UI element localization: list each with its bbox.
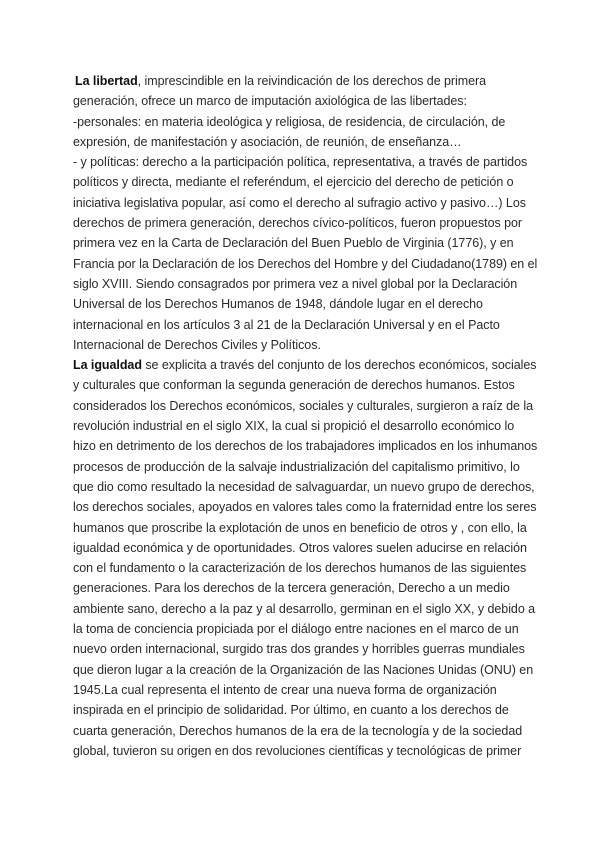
paragraph-1-line-6: políticos y directa, mediante el referéndum, el ejercicio del derecho de petición o (73, 175, 514, 190)
paragraph-2-line-18: inspirada en el principio de solidaridad. Por último, en cuanto a los derechos de (73, 703, 509, 718)
paragraph-2-line-20: global, tuvieron su origen en dos revoluciones científicas y tecnológicas de primer (73, 743, 522, 758)
paragraph-2-line-10: igualdad económica y de oportunidades. Otros valores suelen aducirse en relación (73, 540, 527, 555)
paragraph-2-line-13: ambiente sano, derecho a la paz y al desarrollo, germinan en el siglo XX, y debido a (73, 601, 536, 616)
paragraph-text: , imprescindible en la reivindicación de los derechos de primera (137, 74, 487, 88)
paragraph-2-line-1 (73, 355, 537, 375)
paragraph-2-line-7: que dio como resultado la necesidad de salvaguardar, un nuevo grupo de derechos, (73, 479, 535, 494)
paragraph-1-line-2: generación, ofrece un marco de imputación axiológica de las libertades: (73, 94, 467, 109)
paragraph-1-line-14: Internacional de Derechos Civiles y Políticos. (73, 337, 321, 352)
paragraph-2-line-14: la toma de conciencia propiciada por el diálogo entre naciones en el marco de un (73, 622, 519, 637)
paragraph-1-line-13: internacional en los artículos 3 al 21 de la Declaración Universal y en el Pacto (73, 317, 500, 332)
heading-la-libertad: La libertad (75, 74, 138, 88)
paragraph-1-line-8: derechos de primera generación, derechos cívico-políticos, fueron propuestos por (73, 216, 523, 231)
paragraph-2-line-5: hizo en detrimento de los derechos de los trabajadores implicados en los inhumanos (73, 439, 538, 454)
paragraph-2-line-17: 1945.La cual representa el intento de crear una nueva forma de organización (73, 682, 497, 697)
paragraph-2-line-4: revolución industrial en el siglo XIX, la cual si propició el desarrollo económico lo (73, 419, 515, 434)
paragraph-2-line-3: considerados los Derechos económicos, sociales y culturales, surgieron a raíz de la (73, 398, 533, 413)
paragraph-2-line-11: con el fundamento o la caracterización de los derechos humanos de las siguientes (73, 561, 527, 576)
paragraph-text: se explicita a través del conjunto de los derechos económicos, sociales (141, 358, 537, 373)
paragraph-1-line-1 (73, 71, 531, 91)
paragraph-1-line-9: primera vez en la Carta de Declaración del Buen Pueblo de Virginia (1776), y en (73, 236, 514, 251)
paragraph-2-line-2: y culturales que conforman la segunda generación de derechos humanos. Estos (73, 378, 515, 393)
paragraph-2-line-15: nuevo orden internacional, surgido tras dos grandes y horribles guerras mundiales (73, 642, 525, 657)
paragraph-1-line-4: expresión, de manifestación y asociación, de reunión, de enseñanza… (73, 134, 462, 149)
paragraph-1-line-7: iniciativa legislativa popular, así como el derecho al sufragio activo y pasivo…) Los (73, 195, 526, 210)
paragraph-2-line-16: que dieron lugar a la creación de la Organización de las Naciones Unidas (ONU) en (73, 662, 534, 677)
paragraph-1-line-11: siglo XVIII. Siendo consagrados por primera vez a nivel global por la Declaración (73, 276, 518, 291)
paragraph-1-line-3: -personales: en materia ideológica y religiosa, de residencia, de circulación, de (73, 114, 506, 129)
paragraph-2-line-8: los derechos sociales, apoyados en valores tales como la fraternidad entre los seres (73, 500, 537, 515)
paragraph-1-line-10: Francia por la Declaración de los Derechos del Hombre y del Ciudadano(1789) en el (73, 256, 538, 271)
paragraph-1-line-12: Universal de los Derechos Humanos de 1948, dándole lugar en el derecho (73, 297, 483, 312)
paragraph-1-line-5: - y políticas: derecho a la participación política, representativa, a través de partidos (73, 155, 528, 170)
paragraph-2-line-12: generaciones. Para los derechos de la tercera generación, Derecho a un medio (73, 581, 510, 596)
paragraph-2-line-19: cuarta generación, Derechos humanos de la era de la tecnología y de la sociedad (73, 723, 523, 738)
paragraph-2-line-6: procesos de producción de la salvaje industrialización del capitalismo primitivo, lo (73, 459, 520, 474)
heading-la-igualdad: La igualdad (73, 358, 142, 373)
document-body (73, 71, 538, 761)
paragraph-2-line-9: humanos que proscribe la explotación de unos en beneficio de otros y , con ello, la (73, 520, 527, 535)
